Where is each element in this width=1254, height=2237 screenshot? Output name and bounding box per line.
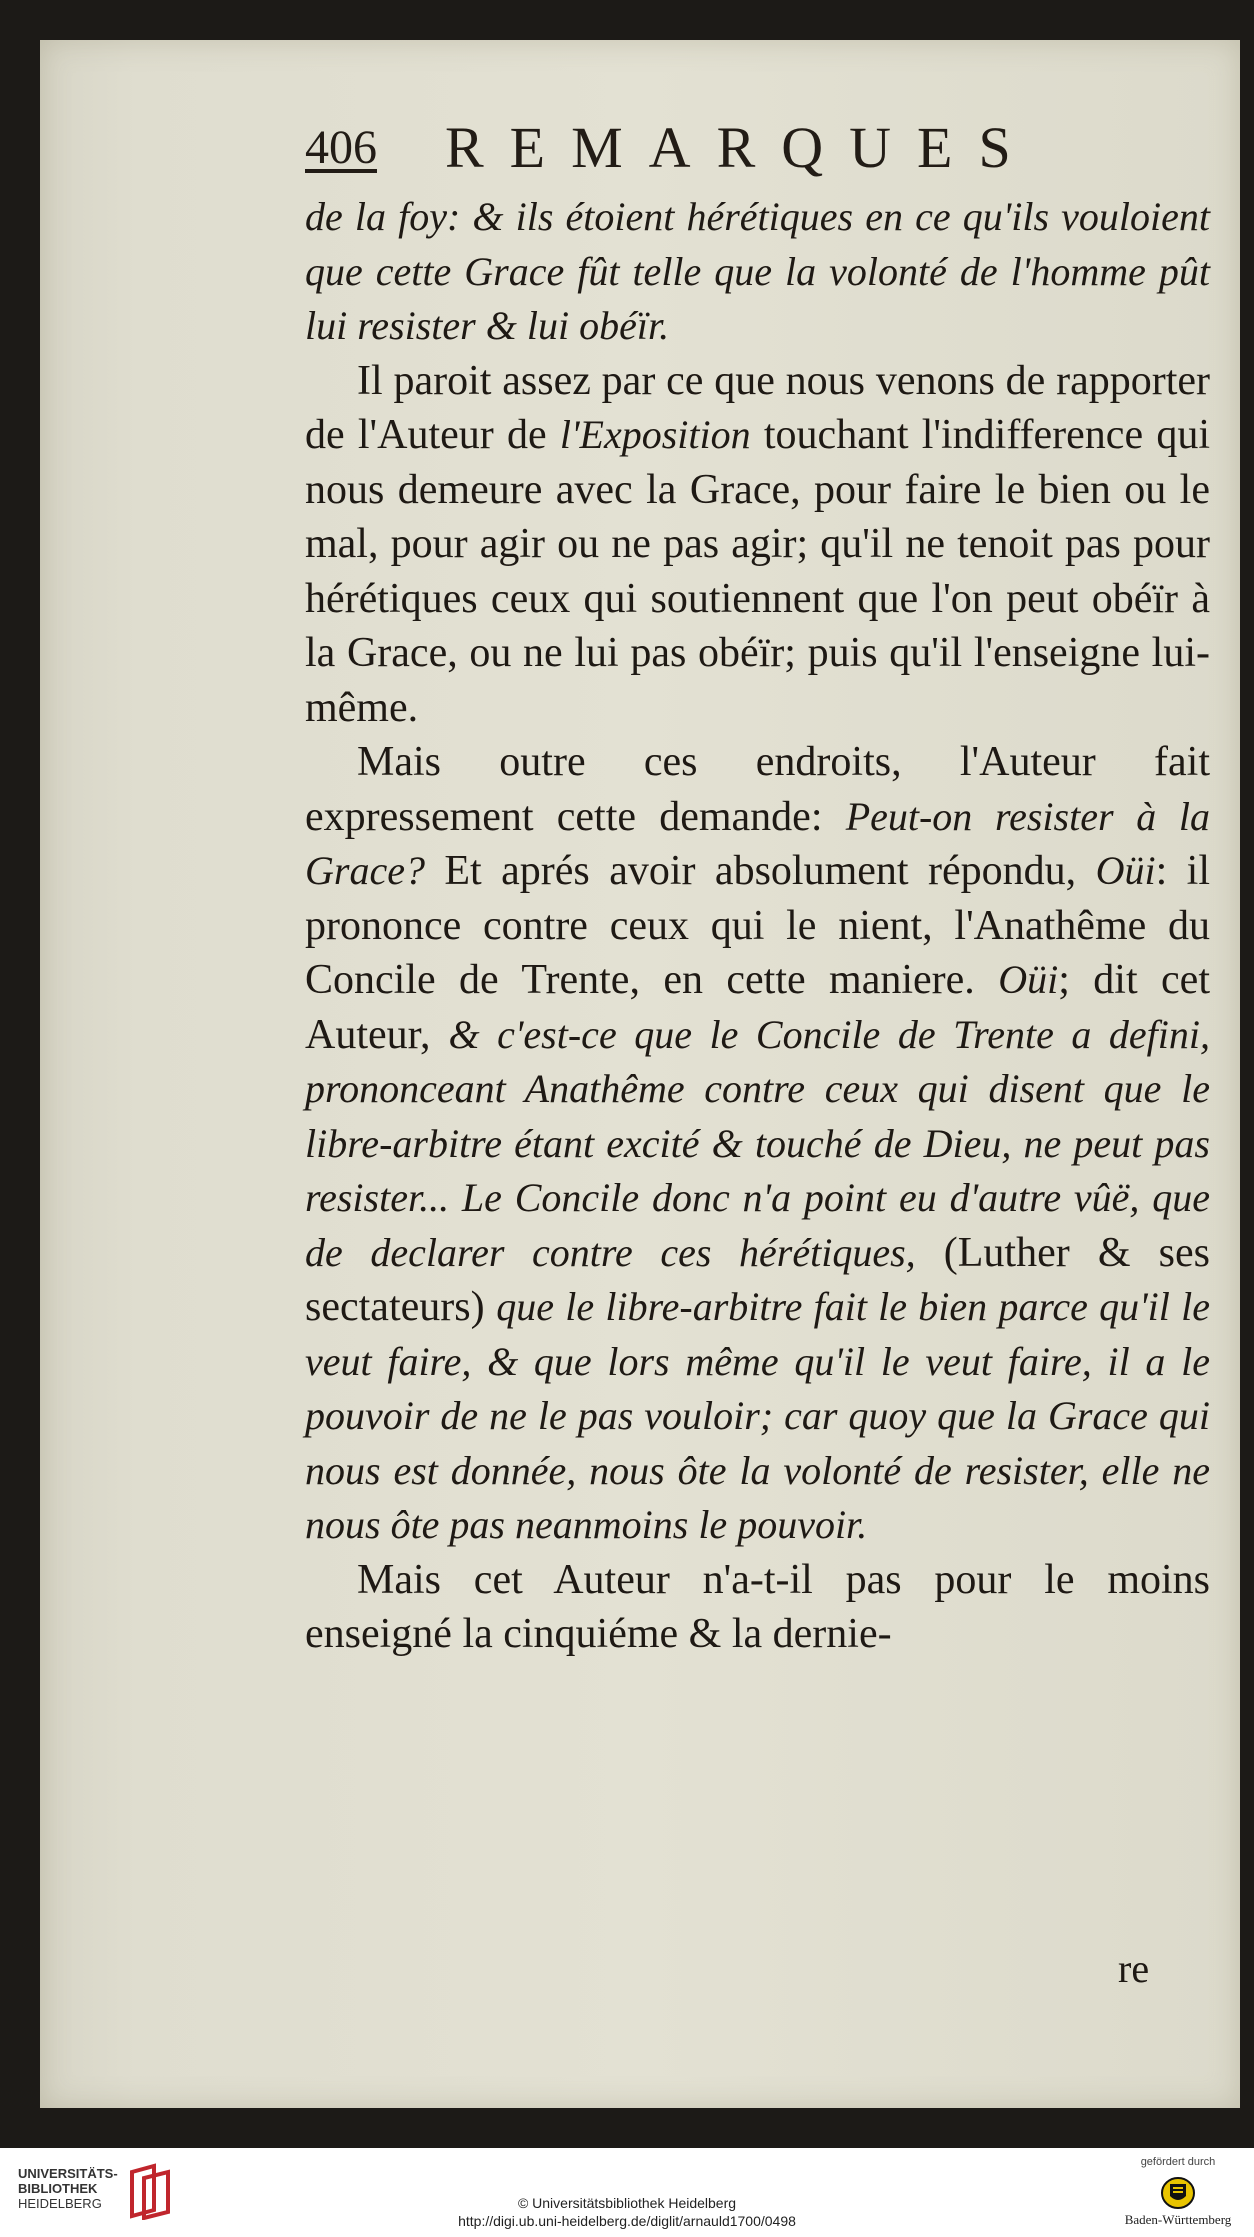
text-run: Mais cet Auteur n'a-t-il pas pour le moins enseigné la cinquiéme & la dernie- [305, 1556, 1210, 1657]
library-name-line: BIBLIOTHEK [18, 2181, 98, 2196]
text-run: ; dit cet Auteur, [305, 957, 1210, 1058]
text-run: (Luther & ses sectateurs) [305, 1229, 1210, 1330]
sponsor-block [1118, 2156, 1238, 2228]
paragraph [305, 735, 1210, 1553]
text-run: Et aprés avoir absolument répondu, [424, 848, 1096, 894]
italic-text-run: Oüi [998, 957, 1059, 1002]
italic-text-run: de la foy: & ils étoient hérétiques en ce qu'ils vouloient que cette Grace fût telle que la volonté de l'homme pût lui resister & lui obéïr. [305, 194, 1210, 348]
body-text [305, 190, 1210, 1662]
viewer-footer [0, 2148, 1254, 2237]
source-url[interactable]: http://digi.ub.uni-heidelberg.de/diglit/arnauld1700/0498 [458, 2213, 796, 2229]
italic-text-run: l'Exposition [559, 412, 751, 457]
italic-text-run: que le libre-arbitre fait le bien parce qu'il le veut faire, & que lors même qu'il le veut faire, il a le pouvoir de ne le pas vouloir; car quoy que la Grace qui nous est donnée, nous ôte la volonté de resister, elle ne nous ôte pas neanmoins le pouvoir. [305, 1284, 1210, 1547]
paragraph [305, 1553, 1210, 1662]
text-run: touchant l'indifference qui nous demeure avec la Grace, pour faire le bien ou le mal, pour agir ou ne pas agir; qu'il ne tenoit pas pour hérétiques ceux qui soutiennent que l'on peut obéïr à la Grace, ou ne lui pas obéïr; puis qu'il l'enseigne lui-même. [305, 412, 1210, 731]
page-number: 406 [305, 121, 377, 174]
text-run: : il prononce contre ceux qui le nient, l'Anathême du Concile de Trente, en cette maniere. [305, 848, 1211, 1003]
text-run: Il paroit assez par ce que nous venons de rapporter de l'Auteur de [305, 357, 1210, 458]
library-name-line: UNIVERSITÄTS- [18, 2166, 118, 2181]
library-name-line: HEIDELBERG [18, 2196, 102, 2211]
running-title: REMARQUES [445, 115, 1037, 180]
paragraph [305, 190, 1210, 354]
running-head [305, 114, 1205, 194]
book-page [40, 40, 1240, 2108]
italic-text-run: Peut-on resister à la Grace? [305, 793, 1211, 893]
sponsor-label: gefördert durch [1140, 2156, 1216, 2168]
text-run: Mais outre ces endroits, l'Auteur fait expressement cette demande: [305, 739, 1210, 840]
copyright-text: © Universitätsbibliothek Heidelberg [517, 2195, 737, 2211]
state-crest-icon [1160, 2176, 1196, 2210]
catchword: re [1118, 1946, 1150, 1991]
italic-text-run: & c'est-ce que le Concile de Trente a defini, prononceant Anathême contre ceux qui disent que le libre-arbitre étant excité & touché de Dieu, ne peut pas resister... Le Concile donc n'a point eu d'autre vûë, que de declarer contre ces hérétiques, [305, 1011, 1211, 1275]
copyright-block [0, 2194, 1254, 2230]
paragraph [305, 354, 1210, 736]
sponsor-name: Baden-Württemberg [1124, 2212, 1232, 2227]
italic-text-run: Oüi [1095, 848, 1156, 893]
